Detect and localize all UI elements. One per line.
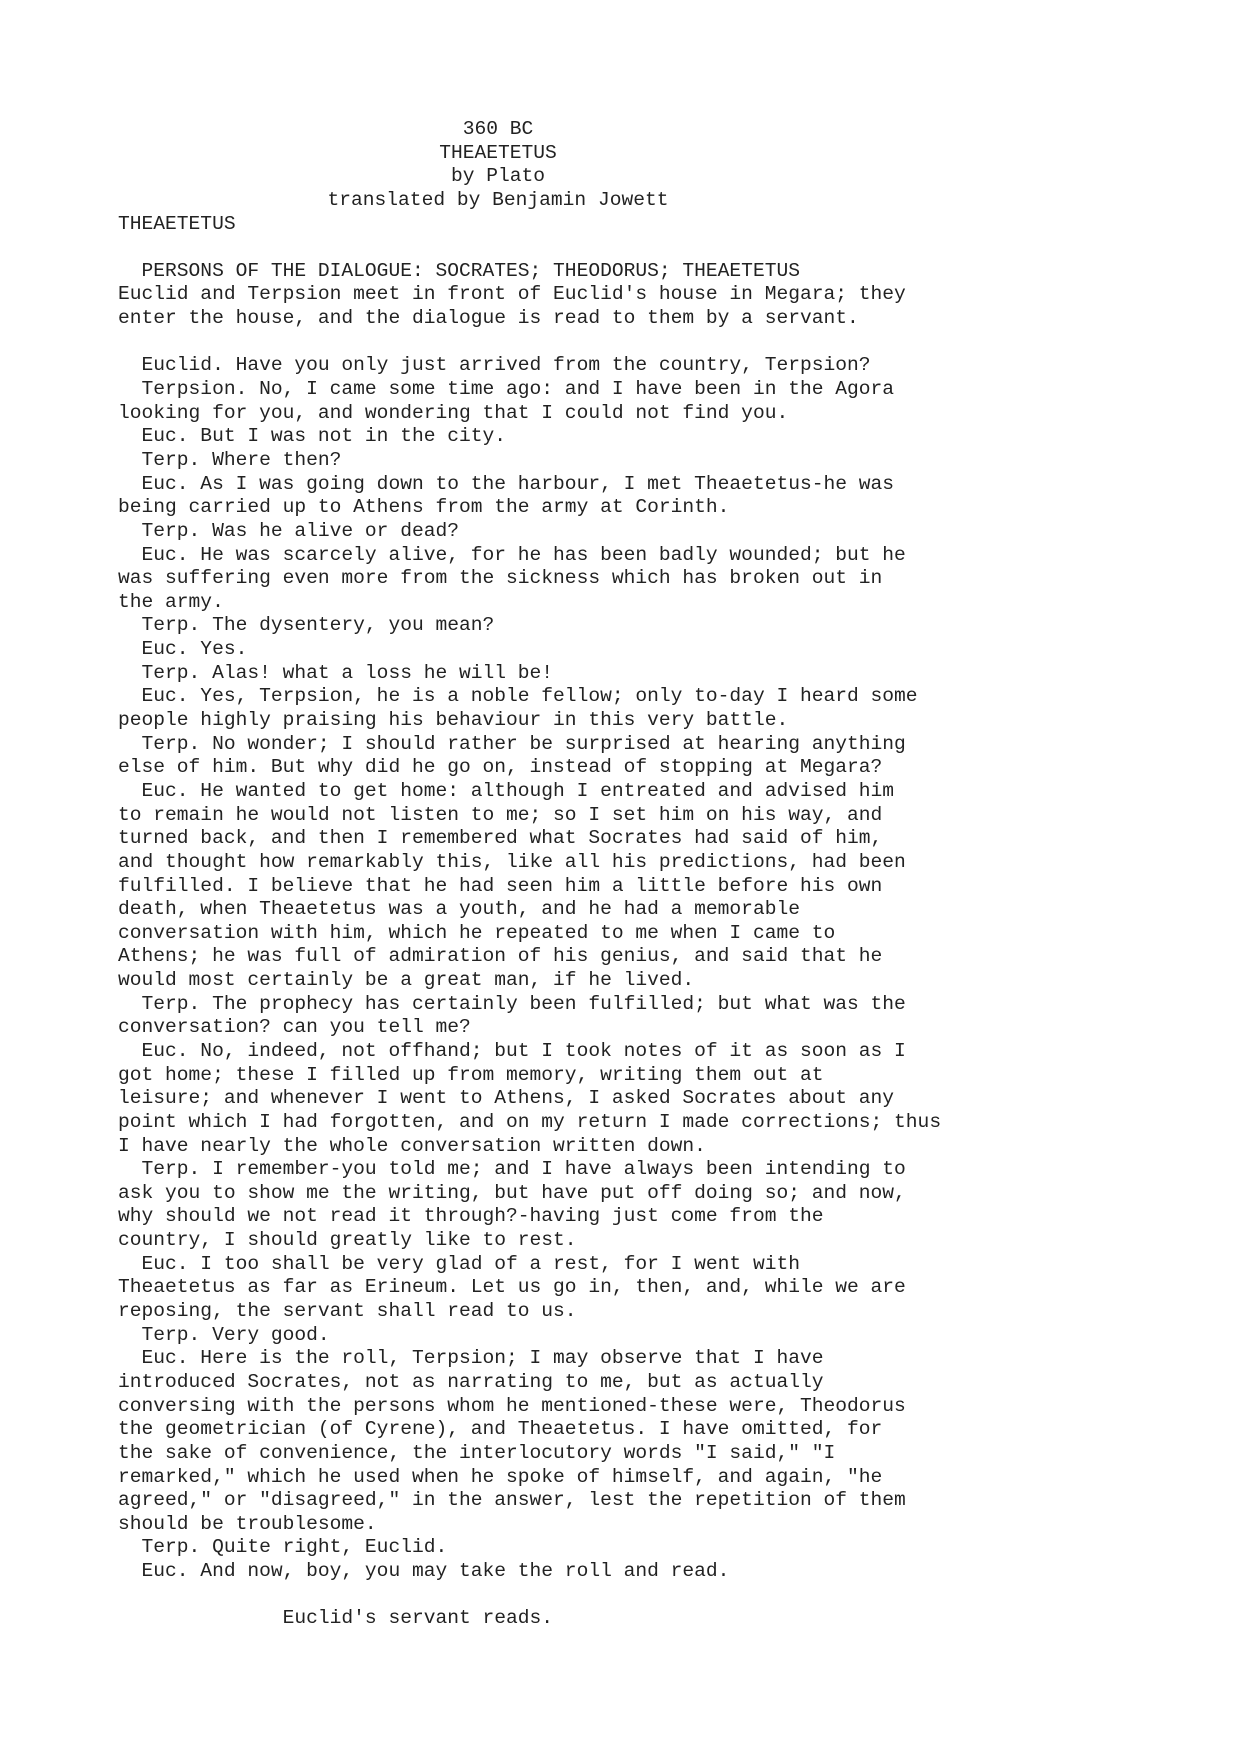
text-line: the sake of convenience, the interlocutory words "I said," "I [118, 1441, 836, 1464]
blank-line [118, 1584, 1198, 1608]
text-line: Euclid's servant reads. [118, 1607, 554, 1630]
text-line: Terpsion. No, I came some time ago: and I have been in the Agora [118, 378, 895, 401]
blank-line [118, 236, 1198, 260]
document-page [118, 118, 1198, 1631]
section-title: THEAETETUS [118, 212, 236, 235]
text-line: Euc. He wanted to get home: although I entreated and advised him [118, 779, 895, 802]
dialogue-body [118, 236, 1198, 1631]
text-line: Terp. Quite right, Euclid. [118, 1536, 448, 1559]
text-line: Euc. But I was not in the city. [118, 425, 507, 448]
text-line: remarked," which he used when he spoke of himself, and again, "he [118, 1465, 883, 1488]
translator-line: translated by Benjamin Jowett [327, 188, 669, 211]
text-line: Terp. Where then? [118, 448, 342, 471]
text-line: introduced Socrates, not as narrating to me, but as actually [118, 1370, 824, 1393]
text-line: Terp. The dysentery, you mean? [118, 614, 495, 637]
text-line: got home; these I filled up from memory, writing them out at [118, 1063, 824, 1086]
text-line: ask you to show me the writing, but have put off doing so; and now, [118, 1181, 906, 1204]
text-line: Terp. Was he alive or dead? [118, 519, 459, 542]
text-line: Theaetetus as far as Erineum. Let us go in, then, and, while we are [118, 1276, 906, 1299]
text-line: Euclid and Terpsion meet in front of Euclid's house in Megara; they [118, 283, 906, 306]
text-line: Athens; he was full of admiration of his genius, and said that he [118, 945, 883, 968]
text-line: Euc. Here is the roll, Terpsion; I may observe that I have [118, 1347, 824, 1370]
text-line: Terp. I remember-you told me; and I have always been intending to [118, 1158, 906, 1181]
text-line: agreed," or "disagreed," in the answer, lest the repetition of them [118, 1489, 906, 1512]
text-line: Euc. And now, boy, you may take the roll and read. [118, 1560, 730, 1583]
text-line: being carried up to Athens from the army at Corinth. [118, 496, 730, 519]
text-line: Euc. No, indeed, not offhand; but I took notes of it as soon as I [118, 1039, 906, 1062]
text-line: PERSONS OF THE DIALOGUE: SOCRATES; THEODORUS; THEAETETUS [118, 259, 800, 282]
text-line: enter the house, and the dialogue is read to them by a servant. [118, 307, 859, 330]
text-line: Euc. Yes. [118, 638, 248, 661]
text-line: Euc. Yes, Terpsion, he is a noble fellow; only to-day I heard some [118, 685, 918, 708]
text-line: Euc. I too shall be very glad of a rest, for I went with [118, 1252, 800, 1275]
text-line: Euclid. Have you only just arrived from the country, Terpsion? [118, 354, 871, 377]
title-line: THEAETETUS [439, 141, 557, 164]
text-line: the geometrician (of Cyrene), and Theaetetus. I have omitted, for [118, 1418, 883, 1441]
text-line: else of him. But why did he go on, instead of stopping at Megara? [118, 756, 883, 779]
text-line: should be troublesome. [118, 1512, 377, 1535]
text-line: was suffering even more from the sickness which has broken out in [118, 567, 883, 590]
text-line: leisure; and whenever I went to Athens, I asked Socrates about any [118, 1087, 895, 1110]
blank-line [118, 331, 1198, 355]
text-line: looking for you, and wondering that I could not find you. [118, 401, 789, 424]
text-line: point which I had forgotten, and on my return I made corrections; thus [118, 1110, 942, 1133]
text-line: and thought how remarkably this, like all his predictions, had been [118, 850, 906, 873]
text-line: turned back, and then I remembered what Socrates had said of him, [118, 827, 883, 850]
text-line: would most certainly be a great man, if he lived. [118, 969, 695, 992]
text-line: conversing with the persons whom he mentioned-these were, Theodorus [118, 1394, 906, 1417]
date-line: 360 BC [462, 118, 534, 140]
text-line: people highly praising his behaviour in this very battle. [118, 709, 789, 732]
author-line: by Plato [450, 165, 546, 188]
text-line: Euc. He was scarcely alive, for he has been badly wounded; but he [118, 543, 906, 566]
text-line: Euc. As I was going down to the harbour, I met Theaetetus-he was [118, 472, 895, 495]
text-line: why should we not read it through?-having just come from the [118, 1205, 824, 1228]
text-line: Terp. Alas! what a loss he will be! [118, 661, 554, 684]
text-line: death, when Theaetetus was a youth, and he had a memorable [118, 898, 800, 921]
text-line: fulfilled. I believe that he had seen him a little before his own [118, 874, 883, 897]
text-line: Terp. The prophecy has certainly been fulfilled; but what was the [118, 992, 906, 1015]
text-line: to remain he would not listen to me; so I set him on his way, and [118, 803, 883, 826]
text-line: Terp. No wonder; I should rather be surprised at hearing anything [118, 732, 906, 755]
text-line: Terp. Very good. [118, 1323, 330, 1346]
text-line: the army. [118, 590, 224, 613]
text-line: country, I should greatly like to rest. [118, 1229, 577, 1252]
text-line: conversation with him, which he repeated to me when I came to [118, 921, 836, 944]
text-line: reposing, the servant shall read to us. [118, 1300, 577, 1323]
text-line: I have nearly the whole conversation written down. [118, 1134, 706, 1157]
text-line: conversation? can you tell me? [118, 1016, 471, 1039]
